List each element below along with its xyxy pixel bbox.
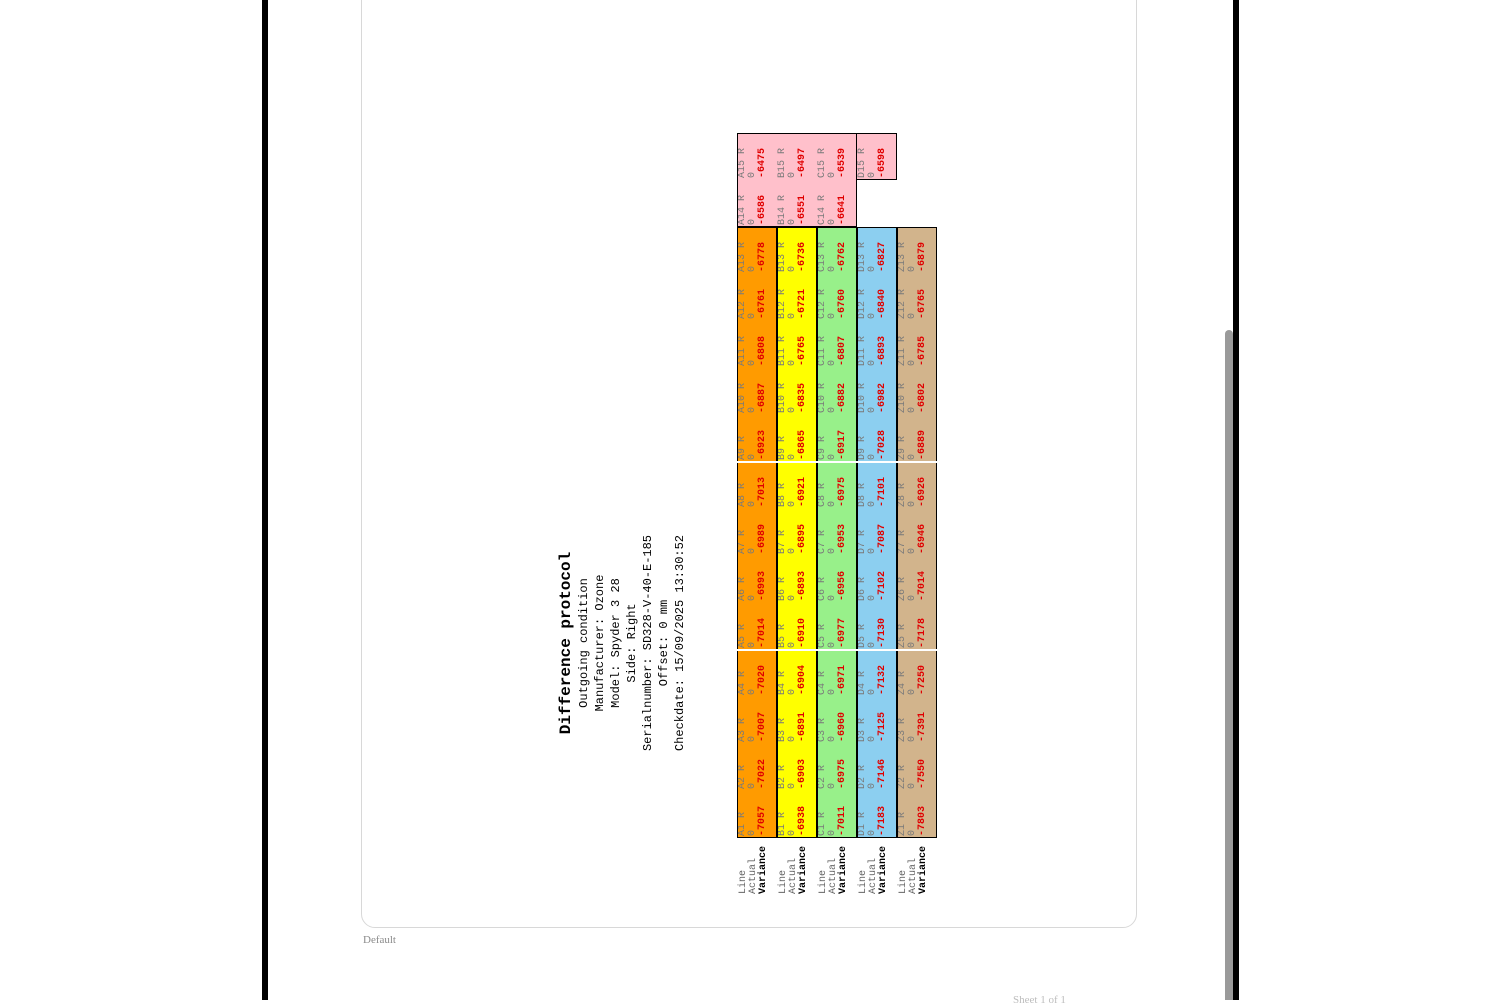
- cell-actual-value: 0: [747, 829, 758, 836]
- cell-variance-value: -6887: [757, 382, 768, 413]
- sheet-label[interactable]: Default: [363, 934, 396, 946]
- cell-variance-value: -7014: [757, 617, 768, 648]
- cell-variance-value: -6641: [837, 194, 848, 225]
- cell-actual-value: 0: [867, 500, 878, 507]
- cell-actual-value: 0: [907, 688, 918, 695]
- label-line: Line: [738, 869, 749, 894]
- cell-variance-value: -7014: [917, 570, 928, 601]
- cell-actual-value: 0: [867, 547, 878, 554]
- cell-actual-value: 0: [827, 453, 838, 460]
- cell-variance-value: -6827: [877, 241, 888, 272]
- cell-actual-value: 0: [827, 547, 838, 554]
- row-outline: [737, 227, 777, 838]
- cell-line-name: A1 R: [737, 811, 748, 836]
- cell-actual-value: 0: [867, 406, 878, 413]
- cell-line-name: Z10 R: [897, 382, 908, 413]
- section-separator: [737, 461, 937, 463]
- row-outline: [857, 227, 897, 838]
- section-separator: [737, 649, 937, 651]
- cell-actual-value: 0: [907, 782, 918, 789]
- cell-variance-value: -6946: [917, 523, 928, 554]
- label-line: Line: [818, 869, 829, 894]
- cell-line-name: D6 R: [857, 576, 868, 601]
- cell-variance-value: -7178: [917, 617, 928, 648]
- cell-line-name: Z3 R: [897, 717, 908, 742]
- cell-line-name: C8 R: [817, 482, 828, 507]
- cell-variance-value: -6960: [837, 711, 848, 742]
- cell-variance-value: -6761: [757, 288, 768, 319]
- cell-actual-value: 0: [787, 782, 798, 789]
- cell-line-name: A13 R: [737, 241, 748, 272]
- cell-line-name: A3 R: [737, 717, 748, 742]
- cell-variance-value: -6808: [757, 335, 768, 366]
- cell-variance-value: -7183: [877, 805, 888, 836]
- cell-line-name: B9 R: [777, 435, 788, 460]
- cell-actual-value: 0: [787, 594, 798, 601]
- cell-variance-value: -6721: [797, 288, 808, 319]
- cell-line-name: C9 R: [817, 435, 828, 460]
- cell-line-name: A7 R: [737, 529, 748, 554]
- cell-line-name: Z1 R: [897, 811, 908, 836]
- cell-variance-value: -7011: [837, 805, 848, 836]
- cell-actual-value: 0: [867, 265, 878, 272]
- cell-variance-value: -6904: [797, 664, 808, 695]
- cell-line-name: D15 R: [857, 147, 868, 178]
- cell-actual-value: 0: [827, 312, 838, 319]
- label-variance: Variance: [798, 845, 809, 894]
- cell-actual-value: 0: [867, 735, 878, 742]
- extra-block-outline: [737, 133, 857, 227]
- cell-variance-value: -6903: [797, 758, 808, 789]
- scrollbar-thumb[interactable]: [1225, 330, 1233, 1000]
- cell-actual-value: 0: [907, 453, 918, 460]
- row-outline: [817, 227, 857, 838]
- cell-actual-value: 0: [747, 641, 758, 648]
- difference-protocol: [556, 118, 929, 894]
- cell-variance-value: -6598: [877, 147, 888, 178]
- cell-variance-value: -6982: [877, 382, 888, 413]
- cell-line-name: B13 R: [777, 241, 788, 272]
- cell-line-name: Z8 R: [897, 482, 908, 507]
- cell-line-name: B5 R: [777, 623, 788, 648]
- cell-variance-value: -6778: [757, 241, 768, 272]
- cell-line-name: D9 R: [857, 435, 868, 460]
- cell-actual-value: 0: [867, 312, 878, 319]
- cell-actual-value: 0: [787, 547, 798, 554]
- cell-actual-value: 0: [747, 594, 758, 601]
- cell-actual-value: 0: [747, 453, 758, 460]
- cell-line-name: A14 R: [737, 194, 748, 225]
- cell-variance-value: -6889: [917, 429, 928, 460]
- cell-line-name: B7 R: [777, 529, 788, 554]
- cell-actual-value: 0: [787, 406, 798, 413]
- cell-line-name: B4 R: [777, 670, 788, 695]
- cell-actual-value: 0: [747, 359, 758, 366]
- cell-actual-value: 0: [827, 735, 838, 742]
- cell-variance-value: -6879: [917, 241, 928, 272]
- cell-variance-value: -6921: [797, 476, 808, 507]
- label-actual: Actual: [828, 857, 839, 894]
- cell-actual-value: 0: [867, 171, 878, 178]
- cell-actual-value: 0: [827, 594, 838, 601]
- cell-actual-value: 0: [747, 312, 758, 319]
- left-frame-edge: [262, 0, 268, 1000]
- cell-line-name: D2 R: [857, 764, 868, 789]
- cell-variance-value: -6840: [877, 288, 888, 319]
- cell-line-name: A11 R: [737, 335, 748, 366]
- cell-variance-value: -7250: [917, 664, 928, 695]
- cell-actual-value: 0: [787, 171, 798, 178]
- cell-variance-value: -6497: [797, 147, 808, 178]
- cell-line-name: B6 R: [777, 576, 788, 601]
- protocol-header: [556, 448, 688, 838]
- cell-line-name: D4 R: [857, 670, 868, 695]
- cell-line-name: C7 R: [817, 529, 828, 554]
- cell-line-name: D3 R: [857, 717, 868, 742]
- cell-line-name: A2 R: [737, 764, 748, 789]
- cell-variance-value: -6917: [837, 429, 848, 460]
- cell-variance-value: -6975: [837, 758, 848, 789]
- cell-variance-value: -7102: [877, 570, 888, 601]
- cell-line-name: Z5 R: [897, 623, 908, 648]
- cell-variance-value: -7101: [877, 476, 888, 507]
- cell-line-name: B3 R: [777, 717, 788, 742]
- cell-variance-value: -6893: [877, 335, 888, 366]
- cell-variance-value: -6953: [837, 523, 848, 554]
- cell-line-name: Z4 R: [897, 670, 908, 695]
- cell-variance-value: -6977: [837, 617, 848, 648]
- cell-line-name: A12 R: [737, 288, 748, 319]
- row-labels: [779, 846, 809, 894]
- cell-actual-value: 0: [827, 641, 838, 648]
- cell-actual-value: 0: [907, 594, 918, 601]
- label-line: Line: [898, 869, 909, 894]
- cell-actual-value: 0: [787, 735, 798, 742]
- cell-variance-value: -6762: [837, 241, 848, 272]
- cell-variance-value: -7132: [877, 664, 888, 695]
- cell-variance-value: -7087: [877, 523, 888, 554]
- condition-text: Outgoing condition: [577, 578, 591, 708]
- cell-line-name: C6 R: [817, 576, 828, 601]
- cell-actual-value: 0: [907, 265, 918, 272]
- cell-variance-value: -6895: [797, 523, 808, 554]
- cell-variance-value: -6923: [757, 429, 768, 460]
- label-actual: Actual: [788, 857, 799, 894]
- cell-line-name: D8 R: [857, 482, 868, 507]
- cell-actual-value: 0: [787, 453, 798, 460]
- cell-actual-value: 0: [747, 688, 758, 695]
- cell-line-name: B15 R: [777, 147, 788, 178]
- cell-line-name: C14 R: [817, 194, 828, 225]
- cell-line-name: C5 R: [817, 623, 828, 648]
- cell-line-name: C4 R: [817, 670, 828, 695]
- cell-variance-value: -6785: [917, 335, 928, 366]
- label-variance: Variance: [918, 845, 929, 894]
- cell-variance-value: -6475: [757, 147, 768, 178]
- cell-actual-value: 0: [867, 594, 878, 601]
- cell-actual-value: 0: [787, 688, 798, 695]
- cell-line-name: C12 R: [817, 288, 828, 319]
- cell-actual-value: 0: [907, 641, 918, 648]
- cell-line-name: B12 R: [777, 288, 788, 319]
- cell-variance-value: -6802: [917, 382, 928, 413]
- cell-actual-value: 0: [907, 359, 918, 366]
- cell-actual-value: 0: [787, 359, 798, 366]
- cell-line-name: Z6 R: [897, 576, 908, 601]
- cell-variance-value: -6765: [797, 335, 808, 366]
- cell-line-name: Z9 R: [897, 435, 908, 460]
- cell-actual-value: 0: [827, 218, 838, 225]
- manufacturer-text: Manufacturer: Ozone: [593, 574, 607, 712]
- cell-actual-value: 0: [827, 688, 838, 695]
- cell-actual-value: 0: [867, 782, 878, 789]
- cell-actual-value: 0: [907, 735, 918, 742]
- cell-variance-value: -7013: [757, 476, 768, 507]
- cell-line-name: D5 R: [857, 623, 868, 648]
- cell-variance-value: -7020: [757, 664, 768, 695]
- cell-actual-value: 0: [747, 406, 758, 413]
- cell-variance-value: -7130: [877, 617, 888, 648]
- cell-line-name: Z2 R: [897, 764, 908, 789]
- cell-actual-value: 0: [827, 406, 838, 413]
- cell-actual-value: 0: [787, 500, 798, 507]
- cell-actual-value: 0: [867, 453, 878, 460]
- cell-line-name: A10 R: [737, 382, 748, 413]
- cell-actual-value: 0: [787, 312, 798, 319]
- cell-variance-value: -6926: [917, 476, 928, 507]
- cell-line-name: C2 R: [817, 764, 828, 789]
- cell-line-name: D10 R: [857, 382, 868, 413]
- cell-actual-value: 0: [907, 500, 918, 507]
- row-outline: [777, 227, 817, 838]
- cell-variance-value: -6551: [797, 194, 808, 225]
- row-labels: [899, 846, 929, 894]
- cell-variance-value: -6835: [797, 382, 808, 413]
- cell-line-name: A4 R: [737, 670, 748, 695]
- cell-line-name: A15 R: [737, 147, 748, 178]
- cell-variance-value: -7146: [877, 758, 888, 789]
- cell-line-name: D1 R: [857, 811, 868, 836]
- cell-line-name: C10 R: [817, 382, 828, 413]
- cell-variance-value: -6971: [837, 664, 848, 695]
- row-outline: [897, 227, 937, 838]
- cell-variance-value: -6807: [837, 335, 848, 366]
- cell-actual-value: 0: [827, 500, 838, 507]
- label-actual: Actual: [868, 857, 879, 894]
- cell-actual-value: 0: [827, 265, 838, 272]
- cell-line-name: Z11 R: [897, 335, 908, 366]
- cell-variance-value: -7007: [757, 711, 768, 742]
- cell-actual-value: 0: [907, 312, 918, 319]
- side-text: Side: Right: [625, 603, 639, 683]
- cell-variance-value: -6975: [837, 476, 848, 507]
- cell-line-name: A6 R: [737, 576, 748, 601]
- cell-actual-value: 0: [867, 641, 878, 648]
- label-line: Line: [778, 869, 789, 894]
- cell-actual-value: 0: [787, 265, 798, 272]
- extra-block-outline: [856, 133, 897, 180]
- cell-variance-value: -7028: [877, 429, 888, 460]
- cell-line-name: D7 R: [857, 529, 868, 554]
- cell-actual-value: 0: [787, 218, 798, 225]
- label-actual: Actual: [908, 857, 919, 894]
- cell-line-name: C3 R: [817, 717, 828, 742]
- cell-actual-value: 0: [747, 782, 758, 789]
- cell-variance-value: -6760: [837, 288, 848, 319]
- cell-variance-value: -7125: [877, 711, 888, 742]
- cell-variance-value: -6989: [757, 523, 768, 554]
- cell-variance-value: -6993: [757, 570, 768, 601]
- label-variance: Variance: [838, 845, 849, 894]
- cell-actual-value: 0: [907, 547, 918, 554]
- serial-text: Serialnumber: SD328-V-40-E-185: [641, 534, 655, 752]
- cell-variance-value: -6893: [797, 570, 808, 601]
- cell-variance-value: -7057: [757, 805, 768, 836]
- label-actual: Actual: [748, 857, 759, 894]
- cell-line-name: B11 R: [777, 335, 788, 366]
- cell-variance-value: -6539: [837, 147, 848, 178]
- cell-variance-value: -7803: [917, 805, 928, 836]
- cell-line-name: C1 R: [817, 811, 828, 836]
- cell-variance-value: -7391: [917, 711, 928, 742]
- model-text: Model: Spyder 3 28: [609, 578, 623, 708]
- cell-variance-value: -6586: [757, 194, 768, 225]
- cell-line-name: B1 R: [777, 811, 788, 836]
- cell-actual-value: 0: [827, 171, 838, 178]
- cell-actual-value: 0: [907, 406, 918, 413]
- label-line: Line: [858, 869, 869, 894]
- cell-actual-value: 0: [787, 641, 798, 648]
- cell-variance-value: -6956: [837, 570, 848, 601]
- cell-actual-value: 0: [827, 359, 838, 366]
- checkdate-text: Checkdate: 15/09/2025 13:30:52: [673, 534, 687, 752]
- cell-line-name: C15 R: [817, 147, 828, 178]
- cell-actual-value: 0: [747, 547, 758, 554]
- right-frame-edge: [1233, 0, 1239, 1000]
- cell-line-name: C11 R: [817, 335, 828, 366]
- offset-text: Offset: 0 mm: [657, 599, 671, 687]
- cell-line-name: B14 R: [777, 194, 788, 225]
- cell-actual-value: 0: [747, 218, 758, 225]
- cell-line-name: Z7 R: [897, 529, 908, 554]
- cell-line-name: D11 R: [857, 335, 868, 366]
- cell-variance-value: -6938: [797, 805, 808, 836]
- cell-actual-value: 0: [867, 688, 878, 695]
- cell-variance-value: -6882: [837, 382, 848, 413]
- cell-line-name: D13 R: [857, 241, 868, 272]
- cell-actual-value: 0: [747, 735, 758, 742]
- cell-actual-value: 0: [747, 171, 758, 178]
- page-indicator: Sheet 1 of 1: [1013, 994, 1066, 1006]
- label-variance: Variance: [878, 845, 889, 894]
- cell-variance-value: -6891: [797, 711, 808, 742]
- cell-actual-value: 0: [747, 500, 758, 507]
- cell-actual-value: 0: [867, 829, 878, 836]
- cell-actual-value: 0: [907, 829, 918, 836]
- cell-variance-value: -6736: [797, 241, 808, 272]
- cell-variance-value: -7022: [757, 758, 768, 789]
- cell-variance-value: -6865: [797, 429, 808, 460]
- cell-actual-value: 0: [827, 829, 838, 836]
- row-labels: [859, 846, 889, 894]
- cell-line-name: C13 R: [817, 241, 828, 272]
- cell-line-name: B2 R: [777, 764, 788, 789]
- cell-variance-value: -6765: [917, 288, 928, 319]
- cell-line-name: D12 R: [857, 288, 868, 319]
- cell-line-name: Z13 R: [897, 241, 908, 272]
- cell-variance-value: -7550: [917, 758, 928, 789]
- cell-actual-value: 0: [787, 829, 798, 836]
- cell-line-name: Z12 R: [897, 288, 908, 319]
- row-labels: [739, 846, 769, 894]
- protocol-title: Difference protocol: [557, 551, 575, 735]
- cell-line-name: A9 R: [737, 435, 748, 460]
- cell-line-name: A8 R: [737, 482, 748, 507]
- label-variance: Variance: [758, 845, 769, 894]
- cell-variance-value: -6910: [797, 617, 808, 648]
- cell-actual-value: 0: [827, 782, 838, 789]
- cell-line-name: A5 R: [737, 623, 748, 648]
- cell-actual-value: 0: [747, 265, 758, 272]
- cell-line-name: B8 R: [777, 482, 788, 507]
- cell-actual-value: 0: [867, 359, 878, 366]
- cell-line-name: B10 R: [777, 382, 788, 413]
- row-labels: [819, 846, 849, 894]
